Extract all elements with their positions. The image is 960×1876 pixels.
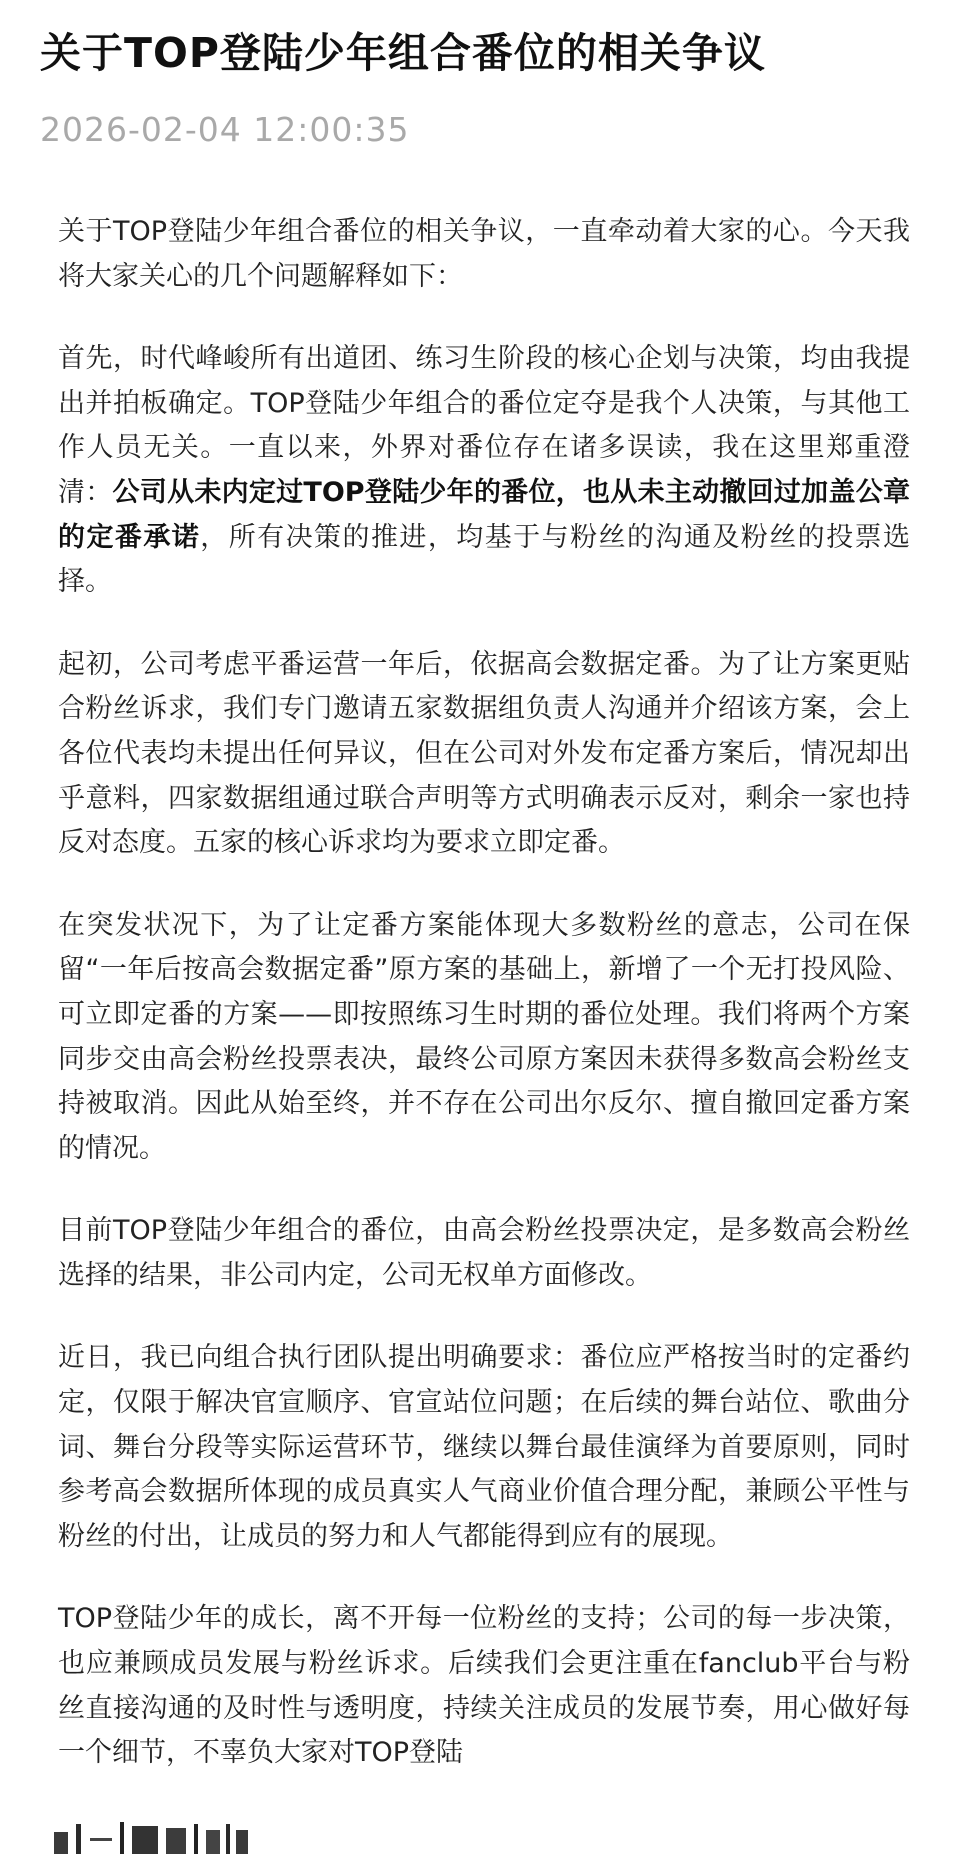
bold-statement: 公司从未内定过TOP登陆少年的番位，也从未主动撤回过加盖公章的定番承诺 (58, 476, 910, 553)
redaction-scribble (50, 1816, 290, 1860)
paragraph-requirements: 近日，我已向组合执行团队提出明确要求：番位应严格按当时的定番约定，仅限于解决官宣顺序、官宣站位问题；在后续的舞台站位、歌曲分词、舞台分段等实际运营环节，继续以舞台最佳演绎为首要原则，同时参考高会数据所体现的成员真实人气商业价值合理分配，兼顾公平性与粉丝的付出，让成员的努力和人气都能得到应有的展现。 (58, 1342, 910, 1552)
paragraph-current-ranking: 目前TOP登陆少年组合的番位，由高会粉丝投票决定，是多数高会粉丝选择的结果，非公司内定，公司无权单方面修改。 (58, 1215, 910, 1291)
paragraph-intro: 关于TOP登陆少年组合番位的相关争议，一直牵动着大家的心。今天我将大家关心的几个问题解释如下： (58, 216, 910, 292)
paragraph-text: ，所有决策的推进，均基于与粉丝的沟通及粉丝的投票选择。 (58, 521, 911, 598)
publish-timestamp: 2026-02-04 12:00:35 (40, 110, 410, 149)
article-body (58, 210, 910, 1814)
paragraph-initial-plan: 起初，公司考虑平番运营一年后，依据高会数据定番。为了让方案更贴合粉丝诉求，我们专门邀请五家数据组负责人沟通并介绍该方案，会上各位代表均未提出任何异议，但在公司对外发布定番方案后，情况却出乎意料，四家数据组通过联合声明等方式明确表示反对，剩余一家也持反对态度。五家的核心诉求均为要求立即定番。 (58, 648, 910, 859)
article-title: 关于TOP登陆少年组合番位的相关争议 (40, 29, 766, 77)
paragraph-closing: TOP登陆少年的成长，离不开每一位粉丝的支持；公司的每一步决策，也应兼顾成员发展与粉丝诉求。后续我们会更注重在fanclub平台与粉丝直接沟通的及时性与透明度，持续关注成员的发展节奏，用心做好每一个细节，不辜负大家对TOP登陆 (58, 1603, 910, 1769)
paragraph-text: 首先，时代峰峻所有出道团、练习生阶段的核心企划与决策，均由我提出并拍板确定。TOP登陆少年组合的番位定夺是我个人决策，与其他工作人员无关。一直以来，外界对番位存在诸多误读，我在这里郑重澄清： (58, 343, 910, 508)
paragraph-new-plan: 在突发状况下，为了让定番方案能体现大多数粉丝的意志，公司在保留“一年后按高会数据定番”原方案的基础上，新增了一个无打投风险、可立即定番的方案——即按照练习生时期的番位处理。我们将两个方案同步交由高会粉丝投票表决，最终公司原方案因未获得多数高会粉丝支持被取消。因此从始至终，并不存在公司出尔反尔、擅自撤回定番方案的情况。 (58, 909, 910, 1164)
paragraph-clarification (58, 337, 910, 605)
